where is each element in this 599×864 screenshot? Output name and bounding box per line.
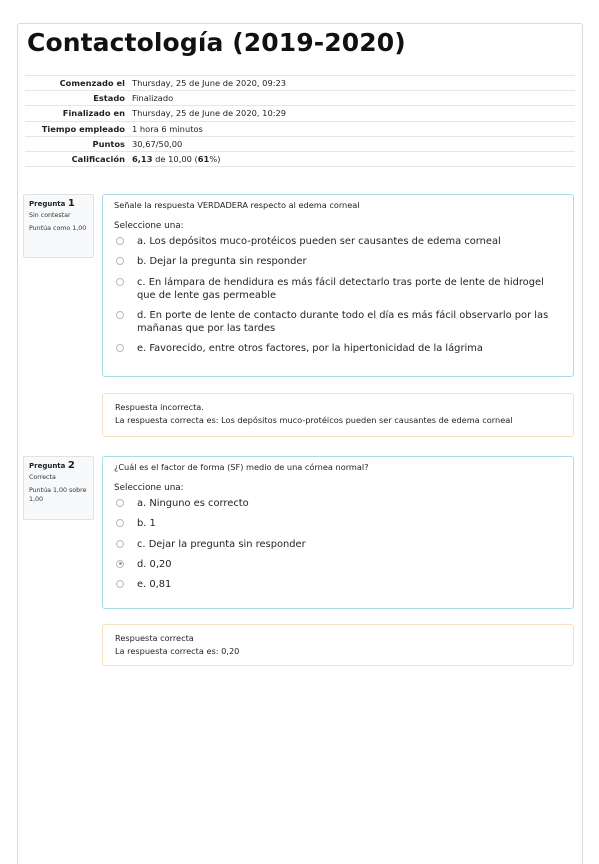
page-title: Contactología (2019-2020) (27, 28, 406, 57)
question-box-2 (102, 456, 574, 609)
radio-button[interactable] (116, 519, 124, 527)
answer-option-c[interactable] (114, 276, 563, 302)
summary-row-state (25, 91, 575, 106)
option-label: b. 1 (137, 518, 156, 530)
question-box-1 (102, 194, 574, 377)
radio-button[interactable] (116, 278, 124, 286)
grade-percent: 61 (197, 154, 210, 165)
grade-score: 6,13 (132, 154, 153, 165)
summary-value: 30,67/50,00 (132, 136, 575, 151)
answer-option-d-selected[interactable] (114, 558, 563, 571)
summary-key: Calificación (25, 151, 132, 166)
summary-row-finished (25, 106, 575, 121)
question-number-value: 1 (67, 198, 75, 209)
attempt-summary-table (25, 75, 575, 167)
radio-button[interactable] (116, 237, 124, 245)
question-info-2 (23, 456, 94, 520)
answer-option-a[interactable] (114, 497, 563, 510)
answer-option-b[interactable] (114, 517, 563, 530)
answer-option-d[interactable] (114, 309, 563, 335)
summary-key: Finalizado en (25, 106, 132, 121)
option-label: c. En lámpara de hendidura es más fácil detectarlo tras porte de lente de hidrogel que de lente gas permeable (137, 276, 544, 301)
summary-key: Puntos (25, 136, 132, 151)
summary-row-time-taken (25, 121, 575, 136)
option-label: a. Los depósitos muco-protéicos pueden ser causantes de edema corneal (137, 236, 501, 247)
summary-key: Comenzado el (25, 76, 132, 91)
answer-option-c[interactable] (114, 538, 563, 551)
question-text: ¿Cuál es el factor de forma (SF) medio de una córnea normal? (114, 462, 369, 472)
question-label: Pregunta (29, 200, 66, 208)
correct-answer-text: La respuesta correcta es: 0,20 (115, 646, 240, 656)
option-label: a. Ninguno es correcto (137, 498, 249, 509)
radio-button[interactable] (116, 257, 124, 265)
correct-answer-text: La respuesta correcta es: Los depósitos muco-protéicos pueden ser causantes de edema corneal (115, 415, 513, 425)
radio-button[interactable] (116, 499, 124, 507)
option-label: e. Favorecido, entre otros factores, por la hipertonicidad de la lágrima (137, 343, 483, 355)
quiz-review-page (17, 23, 583, 864)
question-number-value: 2 (67, 460, 75, 471)
feedback-box-1 (102, 393, 574, 437)
question-grade: Puntúa como 1,00 (29, 225, 87, 232)
answer-prompt: Seleccione una: (114, 483, 184, 493)
summary-key: Estado (25, 91, 132, 106)
option-label: b. Dejar la pregunta sin responder (137, 256, 307, 268)
question-number (29, 460, 89, 471)
radio-button[interactable] (116, 540, 124, 548)
radio-button-selected[interactable] (116, 560, 124, 568)
radio-button[interactable] (116, 344, 124, 352)
answer-option-e[interactable] (114, 578, 563, 591)
radio-button[interactable] (116, 311, 124, 319)
summary-row-marks (25, 136, 575, 151)
feedback-box-2 (102, 624, 574, 666)
question-text: Señale la respuesta VERDADERA respecto al edema corneal (114, 200, 360, 210)
option-label: d. 0,20 (137, 558, 172, 570)
summary-value: 1 hora 6 minutos (132, 121, 575, 136)
summary-value: Finalizado (132, 91, 575, 106)
answer-prompt: Seleccione una: (114, 221, 184, 231)
question-label: Pregunta (29, 462, 66, 470)
grade-percent-suffix: %) (209, 154, 221, 165)
option-label: d. En porte de lente de contacto durante todo el día es más fácil observarlo por las mañanas que por las tardes (137, 309, 549, 334)
feedback-title: Respuesta correcta (115, 633, 194, 643)
question-info-1 (23, 194, 94, 258)
feedback-title: Respuesta incorrecta. (115, 402, 204, 412)
summary-row-started (25, 76, 575, 91)
radio-button[interactable] (116, 580, 124, 588)
summary-value: Thursday, 25 de June de 2020, 10:29 (132, 106, 575, 121)
summary-value-grade (132, 151, 575, 166)
summary-key: Tiempo empleado (25, 121, 132, 136)
answer-option-b[interactable] (114, 255, 563, 268)
summary-row-grade (25, 151, 575, 166)
option-label: e. 0,81 (137, 579, 172, 591)
question-grade: Puntúa 1,00 sobre 1,00 (29, 487, 87, 503)
summary-value: Thursday, 25 de June de 2020, 09:23 (132, 76, 575, 91)
question-number (29, 198, 89, 209)
answer-option-e[interactable] (114, 342, 563, 355)
question-state: Correcta (29, 474, 56, 481)
grade-out-of: de 10,00 ( (152, 154, 198, 165)
option-label: c. Dejar la pregunta sin responder (137, 538, 306, 550)
question-state: Sin contestar (29, 212, 71, 219)
answer-option-a[interactable] (114, 235, 563, 248)
